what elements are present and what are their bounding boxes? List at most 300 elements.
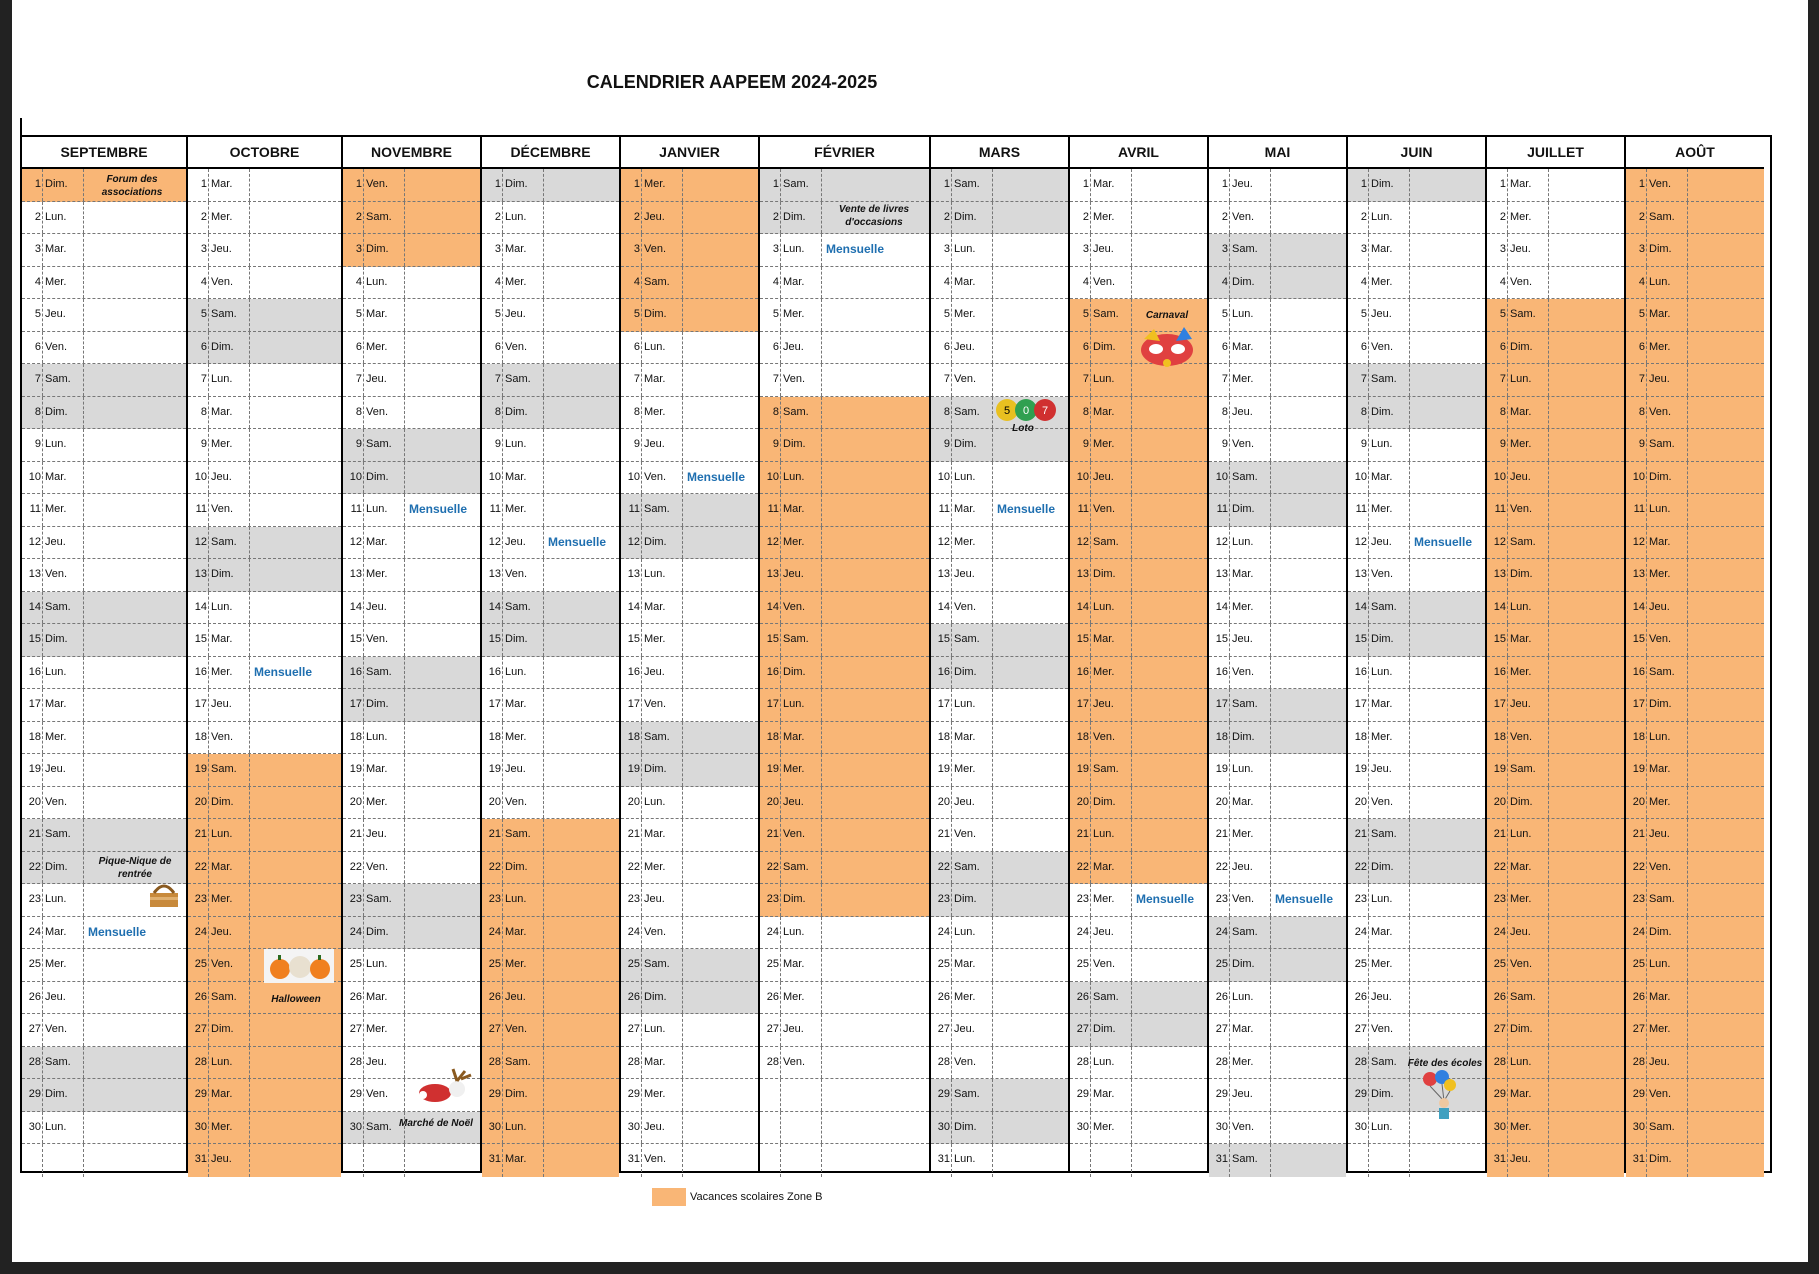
day-name: Lun. (1232, 990, 1254, 1003)
day-number: 17 (1215, 698, 1228, 710)
day-name: Jeu. (783, 340, 804, 353)
day-number: 13 (1354, 568, 1367, 580)
day-name: Sam. (45, 828, 71, 840)
day-number: 15 (349, 633, 362, 645)
day-row (22, 559, 186, 592)
day-number: 27 (627, 1023, 640, 1035)
day-number: 4 (1221, 275, 1228, 288)
day-number: 29 (1354, 1088, 1367, 1100)
day-name: Mar. (1649, 990, 1671, 1003)
day-number: 26 (28, 990, 41, 1003)
day-row (621, 364, 758, 397)
day-name: Sam. (366, 665, 392, 678)
day-row (482, 332, 619, 365)
day-row (1626, 624, 1764, 657)
day-name: Jeu. (1510, 1153, 1531, 1165)
day-number: 4 (494, 275, 501, 288)
day-row (1626, 592, 1764, 625)
day-name: Dim. (45, 178, 68, 190)
day-name: Mar. (783, 275, 805, 288)
day-name: Dim. (1371, 633, 1394, 645)
day-number: 28 (1632, 1055, 1645, 1068)
day-row (621, 1079, 758, 1112)
day-row (621, 982, 758, 1015)
day-name: Mer. (1093, 210, 1115, 223)
day-row (931, 364, 1068, 397)
day-number: 10 (1215, 470, 1228, 483)
day-name: Dim. (644, 535, 667, 548)
svg-text:5: 5 (1003, 405, 1011, 417)
month-january (621, 137, 760, 1171)
day-number: 27 (349, 1023, 362, 1035)
day-name: Dim. (1232, 275, 1255, 288)
day-row (343, 982, 480, 1015)
day-number: 29 (194, 1088, 207, 1100)
day-row (22, 202, 186, 235)
day-row (1209, 592, 1346, 625)
day-number: 26 (766, 990, 779, 1003)
day-row (482, 429, 619, 462)
day-row (931, 1047, 1068, 1080)
month-header: JUILLET (1487, 137, 1624, 169)
day-name: Mer. (954, 990, 976, 1003)
day-row (22, 1047, 186, 1080)
day-number: 12 (766, 535, 779, 548)
month-header: AOÛT (1626, 137, 1764, 169)
day-row (482, 592, 619, 625)
day-name: Mer. (1649, 1023, 1671, 1035)
day-row (1070, 1014, 1207, 1047)
day-number: 11 (938, 503, 950, 515)
day-row (343, 1014, 480, 1047)
day-number: 28 (28, 1055, 41, 1068)
day-number: 17 (937, 698, 950, 710)
day-name: Dim. (954, 1120, 977, 1133)
day-name: Dim. (366, 470, 389, 483)
day-name: Sam. (1510, 763, 1536, 775)
day-number: 15 (937, 633, 950, 645)
day-number: 25 (937, 958, 950, 970)
day-number: 1 (1082, 178, 1089, 190)
day-name: Sam. (783, 405, 809, 418)
day-number: 8 (200, 405, 207, 418)
day-name: Mar. (366, 763, 388, 775)
day-name: Lun. (505, 438, 527, 450)
day-number: 11 (628, 503, 640, 515)
mensuelle-label: Mensuelle (1414, 534, 1473, 549)
day-name: Ven. (954, 600, 977, 613)
day-number: 5 (633, 308, 640, 320)
day-name: Dim. (505, 633, 528, 645)
day-row (343, 787, 480, 820)
day-number: 24 (937, 925, 950, 938)
day-row (1070, 722, 1207, 755)
day-row (188, 397, 341, 430)
day-row (188, 722, 341, 755)
day-number: 7 (633, 373, 640, 385)
day-name: Lun. (1232, 308, 1254, 320)
day-number: 30 (349, 1120, 362, 1133)
day-name: Jeu. (505, 763, 526, 775)
day-name: Jeu. (45, 535, 66, 548)
day-name: Ven. (1093, 503, 1116, 515)
day-number: 20 (937, 795, 950, 808)
day-name: Mer. (1371, 503, 1393, 515)
event-halloween: Halloween (271, 994, 321, 1005)
month-december (482, 137, 621, 1171)
day-row (1626, 527, 1764, 560)
day-name: Mer. (1510, 893, 1532, 905)
day-number: 3 (355, 243, 362, 255)
day-number: 13 (1076, 568, 1089, 580)
day-name: Mar. (1510, 405, 1532, 418)
day-number: 16 (1076, 665, 1089, 678)
month-july (1487, 137, 1626, 1171)
day-name: Ven. (1093, 730, 1116, 743)
day-number: 25 (627, 958, 640, 970)
day-number: 3 (1221, 243, 1228, 255)
day-row (1348, 559, 1485, 592)
day-name: Ven. (1371, 1023, 1394, 1035)
day-name: Lun. (1371, 438, 1393, 450)
day-name: Jeu. (1232, 860, 1253, 873)
day-name: Mar. (783, 503, 805, 515)
mensuelle-label: Mensuelle (1136, 892, 1195, 906)
day-row (343, 364, 480, 397)
day-name: Jeu. (45, 990, 66, 1003)
day-number: 2 (1360, 210, 1367, 223)
day-number: 19 (766, 763, 779, 775)
day-name: Mar. (1371, 698, 1393, 710)
day-row (760, 852, 929, 885)
day-name: Ven. (1371, 795, 1394, 808)
day-number: 29 (1632, 1088, 1645, 1100)
day-row (621, 884, 758, 917)
day-row (1487, 657, 1624, 690)
day-row (22, 299, 186, 332)
day-row (1626, 332, 1764, 365)
day-row (343, 397, 480, 430)
day-number: 23 (937, 893, 950, 905)
day-number: 30 (488, 1120, 501, 1133)
day-number: 30 (1354, 1120, 1367, 1133)
day-number: 12 (1215, 535, 1228, 548)
mensuelle-label: Mensuelle (1275, 892, 1334, 906)
day-row (1209, 429, 1346, 462)
day-row (760, 169, 929, 202)
day-row (1487, 819, 1624, 852)
day-row (343, 949, 480, 982)
day-number: 26 (1215, 990, 1228, 1003)
day-number: 12 (1076, 535, 1089, 548)
day-row (931, 1112, 1068, 1145)
day-row (931, 1014, 1068, 1047)
day-number: 7 (34, 373, 41, 385)
day-name: Ven. (1093, 958, 1116, 970)
day-name: Dim. (1232, 730, 1255, 743)
day-name: Mar. (1649, 308, 1671, 320)
day-name: Mer. (1510, 438, 1532, 450)
day-number: 16 (766, 665, 779, 678)
day-number: 12 (937, 535, 950, 548)
day-row (931, 754, 1068, 787)
day-number: 18 (349, 730, 362, 743)
day-row (1487, 1014, 1624, 1047)
day-row (1070, 689, 1207, 722)
day-name: Mar. (1510, 860, 1532, 873)
day-name: Dim. (1232, 503, 1255, 515)
day-row (482, 559, 619, 592)
day-number: 19 (937, 763, 950, 775)
day-number: 26 (1632, 990, 1645, 1003)
day-name: Sam. (954, 860, 980, 873)
day-name: Dim. (1371, 405, 1394, 418)
day-number: 2 (1082, 210, 1089, 223)
day-number: 18 (194, 730, 207, 743)
day-name: Mer. (211, 210, 233, 223)
day-row (1070, 559, 1207, 592)
day-number: 6 (200, 340, 207, 353)
day-row (188, 429, 341, 462)
day-number: 30 (28, 1120, 41, 1133)
day-row (1209, 169, 1346, 202)
day-row (343, 657, 480, 690)
day-number: 21 (1354, 828, 1367, 840)
day-name: Mer. (366, 1023, 388, 1035)
day-name: Lun. (644, 340, 666, 353)
day-name: Sam. (783, 860, 809, 873)
day-number: 8 (1221, 405, 1228, 418)
day-number: 17 (488, 698, 501, 710)
day-row (1348, 787, 1485, 820)
day-row (621, 1047, 758, 1080)
day-row (22, 754, 186, 787)
day-row (1209, 397, 1346, 430)
day-name: Sam. (1371, 1055, 1397, 1068)
day-row (1487, 949, 1624, 982)
day-row (188, 462, 341, 495)
day-name: Ven. (1232, 1120, 1255, 1133)
day-name: Jeu. (211, 925, 232, 938)
day-name: Lun. (1649, 958, 1671, 970)
day-number: 3 (200, 243, 207, 255)
day-name: Dim. (1093, 568, 1116, 580)
day-number: 19 (1632, 763, 1645, 775)
day-number: 6 (34, 340, 41, 353)
day-name: Jeu. (45, 763, 66, 775)
day-number: 9 (633, 438, 640, 450)
day-row (1209, 917, 1346, 950)
day-row (482, 169, 619, 202)
day-row (1070, 462, 1207, 495)
day-name: Mer. (954, 535, 976, 548)
day-number: 17 (28, 698, 41, 710)
day-number: 4 (943, 275, 950, 288)
day-number: 15 (28, 633, 41, 645)
day-row (188, 527, 341, 560)
day-row (482, 1144, 619, 1177)
day-number: 14 (28, 600, 41, 613)
day-number: 12 (627, 535, 640, 548)
day-row (1487, 852, 1624, 885)
day-row (1209, 754, 1346, 787)
day-name: Mar. (783, 730, 805, 743)
day-number: 6 (1360, 340, 1367, 353)
day-row (343, 884, 480, 917)
mensuelle-label: Mensuelle (687, 469, 746, 484)
day-row (1209, 1112, 1346, 1145)
day-row (1348, 982, 1485, 1015)
day-number: 8 (1638, 405, 1645, 418)
day-number: 29 (28, 1088, 41, 1100)
day-name: Dim. (45, 860, 68, 873)
month-header: MAI (1209, 137, 1346, 169)
day-number: 8 (1082, 405, 1089, 418)
day-row (22, 592, 186, 625)
day-name: Mer. (1093, 893, 1115, 905)
day-number: 12 (1632, 535, 1645, 548)
day-row (760, 819, 929, 852)
day-number: 7 (1082, 373, 1089, 385)
day-row (1070, 234, 1207, 267)
day-row (931, 169, 1068, 202)
month-header: NOVEMBRE (343, 137, 480, 169)
day-number: 10 (627, 470, 640, 483)
day-row (188, 494, 341, 527)
day-row (1626, 1079, 1764, 1112)
day-row (1348, 234, 1485, 267)
day-number: 24 (349, 925, 362, 938)
day-number: 25 (1215, 958, 1228, 970)
day-name: Lun. (1510, 828, 1532, 840)
day-number: 17 (349, 698, 362, 710)
day-row (621, 559, 758, 592)
day-row (1487, 462, 1624, 495)
day-number: 6 (1499, 340, 1506, 353)
day-name: Ven. (783, 373, 806, 385)
day-name: Mer. (783, 308, 805, 320)
day-row (621, 624, 758, 657)
day-row (1626, 657, 1764, 690)
day-name: Mar. (211, 405, 233, 418)
carnival-mask-icon (1136, 325, 1198, 380)
day-name: Jeu. (954, 568, 975, 580)
day-row (1070, 754, 1207, 787)
day-row (1348, 267, 1485, 300)
day-number: 26 (1076, 990, 1089, 1003)
day-name: Mer. (211, 893, 233, 905)
day-name: Mar. (1093, 405, 1115, 418)
day-name: Dim. (1649, 243, 1672, 255)
day-number: 26 (937, 990, 950, 1003)
day-number: 13 (349, 568, 362, 580)
day-row (22, 462, 186, 495)
day-number: 27 (1493, 1023, 1506, 1035)
day-row (1626, 689, 1764, 722)
day-name: Mer. (505, 275, 527, 288)
day-row (1348, 852, 1485, 885)
day-row (188, 1112, 341, 1145)
day-row (1487, 624, 1624, 657)
day-number: 20 (1493, 795, 1506, 808)
day-number: 12 (349, 535, 362, 548)
day-number: 9 (1499, 438, 1506, 450)
day-number: 18 (627, 730, 640, 743)
day-row (1209, 364, 1346, 397)
day-row (931, 332, 1068, 365)
day-name: Jeu. (1371, 535, 1392, 548)
day-number: 18 (488, 730, 501, 743)
day-number: 4 (200, 275, 207, 288)
day-number: 8 (1499, 405, 1506, 418)
day-row (760, 917, 929, 950)
day-row (1348, 657, 1485, 690)
day-name: Lun. (1649, 503, 1671, 515)
day-name: Mer. (45, 503, 67, 515)
day-row (1487, 332, 1624, 365)
day-number: 22 (349, 860, 362, 873)
day-name: Lun. (366, 958, 388, 970)
month-april (1070, 137, 1209, 1171)
day-row (760, 364, 929, 397)
day-name: Ven. (783, 828, 806, 840)
day-row (1626, 917, 1764, 950)
day-number: 25 (1354, 958, 1367, 970)
day-number: 13 (766, 568, 779, 580)
day-number: 21 (937, 828, 950, 840)
day-row (1070, 202, 1207, 235)
day-row (760, 982, 929, 1015)
day-number: 15 (766, 633, 779, 645)
day-row (343, 299, 480, 332)
day-row (1209, 722, 1346, 755)
month-header: SEPTEMBRE (22, 137, 186, 169)
day-row (760, 624, 929, 657)
day-name: Mer. (1232, 373, 1254, 385)
day-name: Dim. (1371, 1088, 1394, 1100)
day-row (1209, 819, 1346, 852)
day-name: Sam. (954, 178, 980, 190)
day-row (482, 1079, 619, 1112)
day-row (760, 722, 929, 755)
day-row (1487, 299, 1624, 332)
day-name: Sam. (366, 893, 392, 905)
day-name: Mar. (211, 860, 233, 873)
day-row (1348, 819, 1485, 852)
day-number: 12 (1493, 535, 1506, 548)
day-name: Mar. (45, 698, 67, 710)
day-row (1487, 1144, 1624, 1177)
day-name: Mer. (211, 438, 233, 450)
day-row (482, 267, 619, 300)
day-name: Jeu. (644, 665, 665, 678)
day-number: 3 (1638, 243, 1645, 255)
day-name: Dim. (45, 1088, 68, 1100)
day-number: 27 (28, 1023, 41, 1035)
day-number: 22 (1076, 860, 1089, 873)
day-number: 3 (494, 243, 501, 255)
day-row (760, 494, 929, 527)
calendar-grid (20, 135, 1772, 1173)
day-name: Jeu. (954, 795, 975, 808)
day-number: 18 (1215, 730, 1228, 743)
day-row (760, 1079, 929, 1112)
day-name: Ven. (505, 795, 528, 808)
day-number: 7 (772, 373, 779, 385)
day-name: Dim. (1093, 795, 1116, 808)
day-row (1070, 624, 1207, 657)
day-name: Sam. (644, 730, 670, 743)
